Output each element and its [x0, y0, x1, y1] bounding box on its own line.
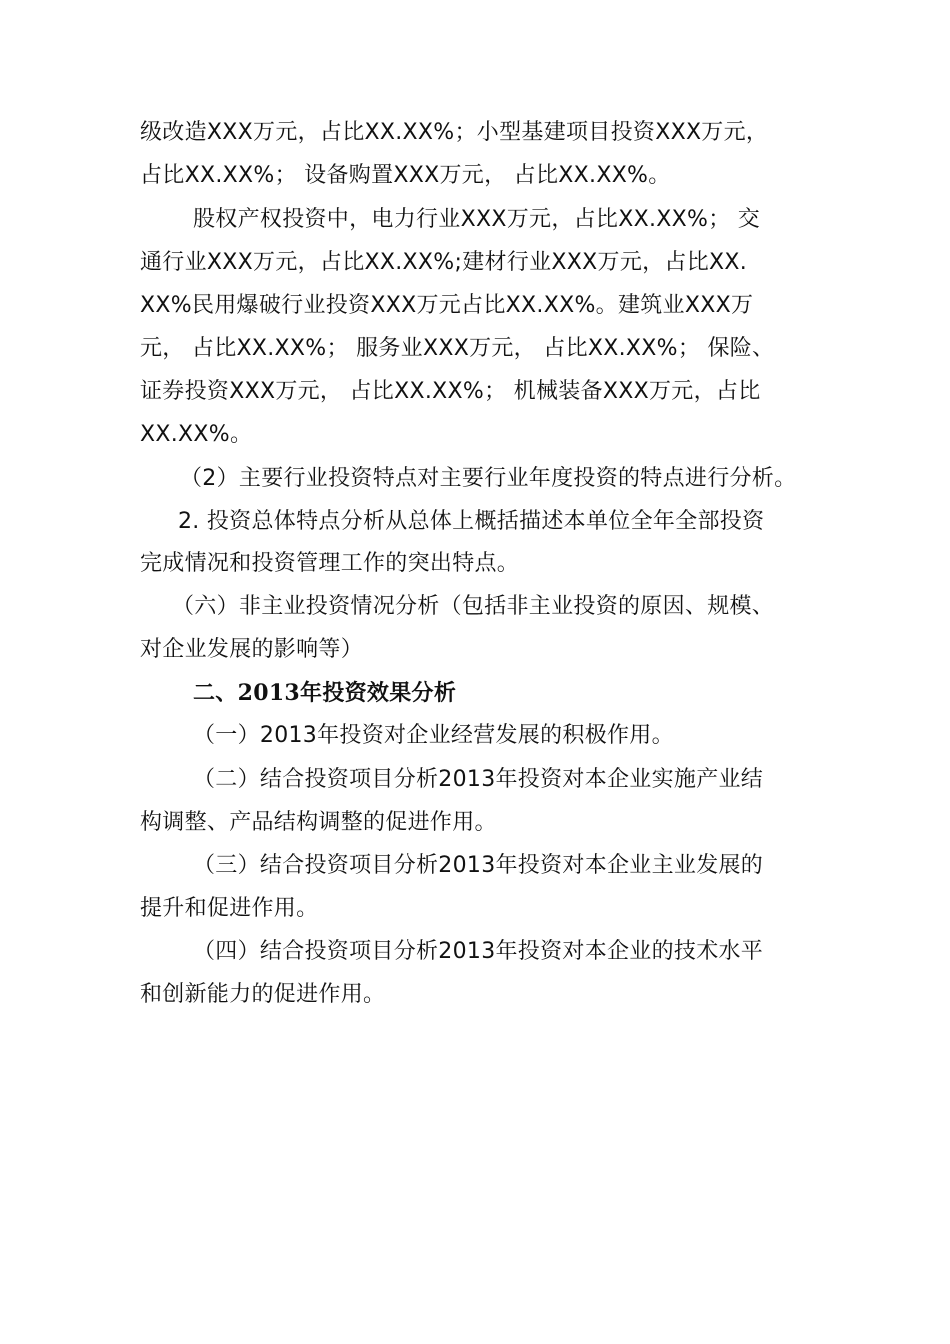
paragraph-line: 证券投资XXX万元， 占比XX.XX%； 机械装备XXX万元，占比	[140, 379, 761, 404]
paragraph-line: XX%民用爆破行业投资XXX万元占比XX.XX%。建筑业XXX万	[140, 293, 754, 318]
section-heading: 二、2013年投资效果分析	[193, 680, 457, 706]
paragraph-line: 级改造XXX万元，占比XX.XX%；小型基建项目投资XXX万元，	[140, 120, 769, 145]
paragraph-line: 构调整、产品结构调整的促进作用。	[140, 810, 497, 835]
paragraph-line: （四）结合投资项目分析2013年投资对本企业的技术水平	[193, 939, 764, 964]
paragraph-line: 元， 占比XX.XX%； 服务业XXX万元， 占比XX.XX%； 保险、	[140, 336, 775, 361]
paragraph-line: （2）主要行业投资特点对主要行业年度投资的特点进行分析。	[180, 466, 797, 491]
paragraph-line: 对企业发展的影响等）	[140, 637, 364, 662]
paragraph-line: 2. 投资总体特点分析从总体上概括描述本单位全年全部投资	[178, 509, 765, 534]
paragraph-line: 占比XX.XX%； 设备购置XXX万元， 占比XX.XX%。	[140, 163, 671, 188]
paragraph-line: （一）2013年投资对企业经营发展的积极作用。	[193, 723, 674, 748]
paragraph-line: （三）结合投资项目分析2013年投资对本企业主业发展的	[193, 853, 764, 878]
paragraph-line: （二）结合投资项目分析2013年投资对本企业实施产业结	[193, 767, 764, 792]
paragraph-line: （六）非主业投资情况分析（包括非主业投资的原因、规模、	[172, 594, 775, 619]
paragraph-line: 通行业XXX万元，占比XX.XX%;建材行业XXX万元，占比XX.	[140, 250, 748, 275]
paragraph-line: 股权产权投资中，电力行业XXX万元，占比XX.XX%； 交	[193, 207, 761, 232]
paragraph-line: XX.XX%。	[140, 422, 253, 447]
paragraph-line: 完成情况和投资管理工作的突出特点。	[140, 551, 520, 576]
paragraph-line: 和创新能力的促进作用。	[140, 982, 386, 1007]
paragraph-line: 提升和促进作用。	[140, 896, 319, 921]
